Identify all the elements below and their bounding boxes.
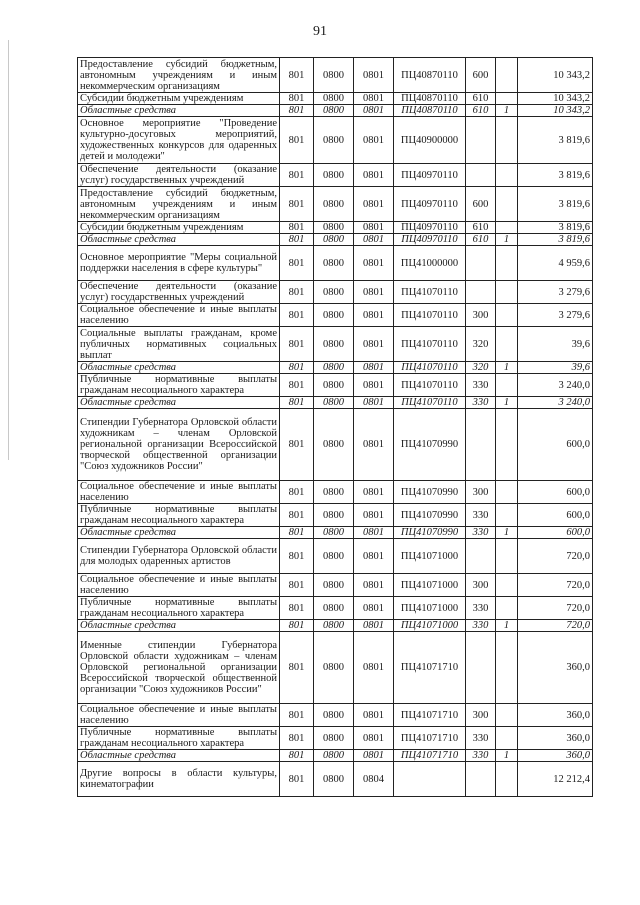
row-pr: 0801: [354, 397, 394, 409]
row-rz: 0800: [314, 58, 354, 93]
row-src: [496, 539, 518, 574]
row-csr: ПЦ41071000: [394, 620, 466, 632]
row-src: [496, 504, 518, 527]
row-rz: 0800: [314, 727, 354, 750]
row-pr: 0801: [354, 304, 394, 327]
row-ved: 801: [280, 187, 314, 222]
row-name: Областные средства: [78, 397, 280, 409]
table-row: [78, 504, 593, 527]
row-vr: [466, 281, 496, 304]
row-name: Публичные нормативные выплаты гражданам несоциального характера: [78, 504, 280, 527]
row-sum: 3 240,0: [518, 397, 593, 409]
row-ved: 801: [280, 117, 314, 164]
row-ved: 801: [280, 281, 314, 304]
row-ved: 801: [280, 58, 314, 93]
row-pr: 0801: [354, 574, 394, 597]
row-name: Областные средства: [78, 234, 280, 246]
row-vr: 330: [466, 727, 496, 750]
row-pr: 0801: [354, 281, 394, 304]
row-name: Областные средства: [78, 527, 280, 539]
row-rz: 0800: [314, 187, 354, 222]
row-vr: 320: [466, 327, 496, 362]
row-pr: 0801: [354, 117, 394, 164]
table-row: [78, 281, 593, 304]
row-rz: 0800: [314, 527, 354, 539]
table-row: [78, 105, 593, 117]
row-name: Предоставление субсидий бюджетным, автономным учреждениям и иным некоммерческим организациям: [78, 58, 280, 93]
row-vr: 610: [466, 105, 496, 117]
row-pr: 0801: [354, 539, 394, 574]
row-vr: 610: [466, 222, 496, 234]
row-ved: 801: [280, 222, 314, 234]
row-sum: 39,6: [518, 362, 593, 374]
row-vr: 330: [466, 620, 496, 632]
table-row: [78, 93, 593, 105]
row-ved: 801: [280, 632, 314, 704]
row-rz: 0800: [314, 597, 354, 620]
row-vr: 610: [466, 234, 496, 246]
row-ved: 801: [280, 409, 314, 481]
row-ved: 801: [280, 397, 314, 409]
table-row: [78, 222, 593, 234]
row-ved: 801: [280, 362, 314, 374]
page-number: 91: [313, 24, 327, 39]
table-row: [78, 327, 593, 362]
row-pr: 0801: [354, 362, 394, 374]
row-ved: 801: [280, 527, 314, 539]
row-name: Предоставление субсидий бюджетным, автономным учреждениям и иным некоммерческим организациям: [78, 187, 280, 222]
row-pr: 0801: [354, 727, 394, 750]
row-rz: 0800: [314, 481, 354, 504]
row-pr: 0801: [354, 504, 394, 527]
row-name: Основное мероприятие "Проведение культурно-досуговых мероприятий, художественных конкурсов для одаренных детей и молодежи": [78, 117, 280, 164]
row-rz: 0800: [314, 632, 354, 704]
budget-table: [77, 57, 593, 797]
table-row: [78, 481, 593, 504]
row-ved: 801: [280, 164, 314, 187]
row-src: [496, 762, 518, 797]
table-row: [78, 164, 593, 187]
row-ved: 801: [280, 93, 314, 105]
row-src: [496, 632, 518, 704]
row-src: [496, 222, 518, 234]
row-ved: 801: [280, 704, 314, 727]
row-rz: 0800: [314, 397, 354, 409]
row-vr: [466, 539, 496, 574]
row-src: 1: [496, 397, 518, 409]
row-csr: ПЦ40970110: [394, 187, 466, 222]
row-csr: ПЦ41000000: [394, 246, 466, 281]
row-pr: 0801: [354, 597, 394, 620]
table-row: [78, 574, 593, 597]
row-sum: 3 240,0: [518, 374, 593, 397]
row-pr: 0801: [354, 246, 394, 281]
row-csr: ПЦ41070990: [394, 504, 466, 527]
row-ved: 801: [280, 327, 314, 362]
row-sum: 10 343,2: [518, 93, 593, 105]
row-rz: 0800: [314, 504, 354, 527]
row-src: [496, 597, 518, 620]
row-pr: 0801: [354, 58, 394, 93]
row-src: 1: [496, 620, 518, 632]
row-vr: 300: [466, 304, 496, 327]
row-name: Обеспечение деятельности (оказание услуг) государственных учреждений: [78, 164, 280, 187]
row-csr: ПЦ41070110: [394, 304, 466, 327]
row-ved: 801: [280, 105, 314, 117]
row-pr: 0801: [354, 327, 394, 362]
row-csr: ПЦ40870110: [394, 93, 466, 105]
row-vr: 330: [466, 527, 496, 539]
row-csr: ПЦ41071000: [394, 539, 466, 574]
row-vr: 300: [466, 704, 496, 727]
row-src: [496, 246, 518, 281]
row-name: Стипендии Губернатора Орловской области художникам – членам Орловской региональной организации Всероссийской творческой общественной организации "Союз художников России": [78, 409, 280, 481]
row-rz: 0800: [314, 574, 354, 597]
row-ved: 801: [280, 504, 314, 527]
row-vr: 320: [466, 362, 496, 374]
table-row: [78, 117, 593, 164]
row-pr: 0801: [354, 527, 394, 539]
row-csr: ПЦ40970110: [394, 164, 466, 187]
row-sum: 720,0: [518, 597, 593, 620]
row-ved: 801: [280, 620, 314, 632]
row-rz: 0800: [314, 105, 354, 117]
row-src: [496, 374, 518, 397]
row-vr: 300: [466, 574, 496, 597]
row-name: Другие вопросы в области культуры, кинематографии: [78, 762, 280, 797]
row-vr: 610: [466, 93, 496, 105]
row-rz: 0800: [314, 281, 354, 304]
row-csr: ПЦ41071710: [394, 632, 466, 704]
table-row: [78, 762, 593, 797]
table-row: [78, 750, 593, 762]
row-name: Социальное обеспечение и иные выплаты населению: [78, 481, 280, 504]
row-csr: ПЦ41070110: [394, 397, 466, 409]
row-pr: 0801: [354, 704, 394, 727]
table-row: [78, 397, 593, 409]
row-name: Областные средства: [78, 362, 280, 374]
row-ved: 801: [280, 597, 314, 620]
row-vr: 330: [466, 374, 496, 397]
row-sum: 3 279,6: [518, 304, 593, 327]
row-vr: 600: [466, 58, 496, 93]
row-sum: 720,0: [518, 574, 593, 597]
row-ved: 801: [280, 246, 314, 281]
row-sum: 10 343,2: [518, 105, 593, 117]
row-vr: 300: [466, 481, 496, 504]
row-name: Именные стипендии Губернатора Орловской области художникам – членам Орловской региональной организации Всероссийской творческой общественной организации "Союз художников России": [78, 632, 280, 704]
row-csr: ПЦ41071000: [394, 574, 466, 597]
row-rz: 0800: [314, 164, 354, 187]
row-name: Обеспечение деятельности (оказание услуг) государственных учреждений: [78, 281, 280, 304]
table-row: [78, 234, 593, 246]
row-src: [496, 727, 518, 750]
row-rz: 0800: [314, 327, 354, 362]
row-rz: 0800: [314, 117, 354, 164]
scan-margin-line: [8, 40, 9, 460]
row-pr: 0801: [354, 105, 394, 117]
row-ved: 801: [280, 234, 314, 246]
row-sum: 3 819,6: [518, 164, 593, 187]
row-name: Социальные выплаты гражданам, кроме публичных нормативных социальных выплат: [78, 327, 280, 362]
row-sum: 360,0: [518, 632, 593, 704]
row-csr: ПЦ40900000: [394, 117, 466, 164]
row-csr: ПЦ41071000: [394, 597, 466, 620]
row-csr: ПЦ40870110: [394, 58, 466, 93]
row-src: [496, 117, 518, 164]
row-vr: 330: [466, 597, 496, 620]
row-src: [496, 93, 518, 105]
row-rz: 0800: [314, 234, 354, 246]
row-rz: 0800: [314, 620, 354, 632]
row-src: [496, 58, 518, 93]
row-name: Стипендии Губернатора Орловской области для молодых одаренных артистов: [78, 539, 280, 574]
row-ved: 801: [280, 750, 314, 762]
row-csr: ПЦ41070110: [394, 374, 466, 397]
row-pr: 0801: [354, 164, 394, 187]
row-rz: 0800: [314, 93, 354, 105]
row-csr: ПЦ41070990: [394, 481, 466, 504]
row-rz: 0800: [314, 222, 354, 234]
row-sum: 4 959,6: [518, 246, 593, 281]
row-ved: 801: [280, 574, 314, 597]
row-src: [496, 704, 518, 727]
row-pr: 0804: [354, 762, 394, 797]
row-pr: 0801: [354, 93, 394, 105]
row-name: Социальное обеспечение и иные выплаты населению: [78, 574, 280, 597]
row-name: Публичные нормативные выплаты гражданам несоциального характера: [78, 374, 280, 397]
row-src: 1: [496, 105, 518, 117]
row-name: Областные средства: [78, 750, 280, 762]
row-rz: 0800: [314, 362, 354, 374]
row-csr: ПЦ40870110: [394, 105, 466, 117]
table-row: [78, 246, 593, 281]
row-pr: 0801: [354, 632, 394, 704]
row-vr: 600: [466, 187, 496, 222]
row-sum: 360,0: [518, 750, 593, 762]
row-pr: 0801: [354, 620, 394, 632]
row-vr: 330: [466, 504, 496, 527]
row-sum: 600,0: [518, 481, 593, 504]
row-src: 1: [496, 362, 518, 374]
row-pr: 0801: [354, 222, 394, 234]
row-vr: [466, 632, 496, 704]
table-row: [78, 187, 593, 222]
row-ved: 801: [280, 481, 314, 504]
row-sum: 600,0: [518, 504, 593, 527]
row-sum: 3 279,6: [518, 281, 593, 304]
row-src: [496, 164, 518, 187]
row-src: 1: [496, 750, 518, 762]
row-csr: ПЦ41070990: [394, 527, 466, 539]
row-vr: 330: [466, 397, 496, 409]
row-sum: 10 343,2: [518, 58, 593, 93]
table-row: [78, 409, 593, 481]
table-body: [78, 58, 593, 797]
row-sum: 360,0: [518, 704, 593, 727]
row-pr: 0801: [354, 234, 394, 246]
row-name: Субсидии бюджетным учреждениям: [78, 222, 280, 234]
row-vr: 330: [466, 750, 496, 762]
row-csr: ПЦ41070110: [394, 362, 466, 374]
row-rz: 0800: [314, 304, 354, 327]
row-rz: 0800: [314, 762, 354, 797]
row-name: Областные средства: [78, 105, 280, 117]
row-src: [496, 574, 518, 597]
row-sum: 360,0: [518, 727, 593, 750]
row-pr: 0801: [354, 187, 394, 222]
row-sum: 720,0: [518, 539, 593, 574]
row-pr: 0801: [354, 409, 394, 481]
row-csr: ПЦ41071710: [394, 704, 466, 727]
row-name: Социальное обеспечение и иные выплаты населению: [78, 704, 280, 727]
row-sum: 3 819,6: [518, 234, 593, 246]
row-vr: [466, 246, 496, 281]
table-row: [78, 704, 593, 727]
row-sum: 3 819,6: [518, 222, 593, 234]
row-sum: 3 819,6: [518, 117, 593, 164]
row-rz: 0800: [314, 374, 354, 397]
row-csr: [394, 762, 466, 797]
table-row: [78, 727, 593, 750]
row-sum: 39,6: [518, 327, 593, 362]
row-vr: [466, 409, 496, 481]
row-name: Субсидии бюджетным учреждениям: [78, 93, 280, 105]
row-sum: 600,0: [518, 409, 593, 481]
row-rz: 0800: [314, 409, 354, 481]
row-csr: ПЦ40970110: [394, 234, 466, 246]
table-row: [78, 632, 593, 704]
row-csr: ПЦ41071710: [394, 727, 466, 750]
row-rz: 0800: [314, 246, 354, 281]
row-sum: 720,0: [518, 620, 593, 632]
row-src: [496, 281, 518, 304]
row-name: Публичные нормативные выплаты гражданам несоциального характера: [78, 727, 280, 750]
table-row: [78, 374, 593, 397]
table-row: [78, 58, 593, 93]
row-src: [496, 409, 518, 481]
row-csr: ПЦ41070110: [394, 281, 466, 304]
row-name: Областные средства: [78, 620, 280, 632]
row-ved: 801: [280, 304, 314, 327]
row-rz: 0800: [314, 704, 354, 727]
row-src: 1: [496, 234, 518, 246]
row-rz: 0800: [314, 750, 354, 762]
table-row: [78, 362, 593, 374]
row-pr: 0801: [354, 481, 394, 504]
row-ved: 801: [280, 727, 314, 750]
row-vr: [466, 117, 496, 164]
row-src: [496, 304, 518, 327]
row-ved: 801: [280, 762, 314, 797]
row-ved: 801: [280, 539, 314, 574]
table-row: [78, 539, 593, 574]
row-csr: ПЦ41070990: [394, 409, 466, 481]
row-rz: 0800: [314, 539, 354, 574]
row-src: 1: [496, 527, 518, 539]
table-row: [78, 527, 593, 539]
row-vr: [466, 164, 496, 187]
row-src: [496, 481, 518, 504]
row-csr: ПЦ40970110: [394, 222, 466, 234]
row-vr: [466, 762, 496, 797]
row-src: [496, 327, 518, 362]
row-ved: 801: [280, 374, 314, 397]
table-row: [78, 620, 593, 632]
row-name: Публичные нормативные выплаты гражданам несоциального характера: [78, 597, 280, 620]
table-row: [78, 597, 593, 620]
row-pr: 0801: [354, 374, 394, 397]
row-sum: 600,0: [518, 527, 593, 539]
row-sum: 3 819,6: [518, 187, 593, 222]
row-name: Основное мероприятие "Меры социальной поддержки населения в сфере культуры": [78, 246, 280, 281]
row-src: [496, 187, 518, 222]
row-name: Социальное обеспечение и иные выплаты населению: [78, 304, 280, 327]
row-sum: 12 212,4: [518, 762, 593, 797]
table-row: [78, 304, 593, 327]
row-pr: 0801: [354, 750, 394, 762]
row-csr: ПЦ41071710: [394, 750, 466, 762]
row-csr: ПЦ41070110: [394, 327, 466, 362]
